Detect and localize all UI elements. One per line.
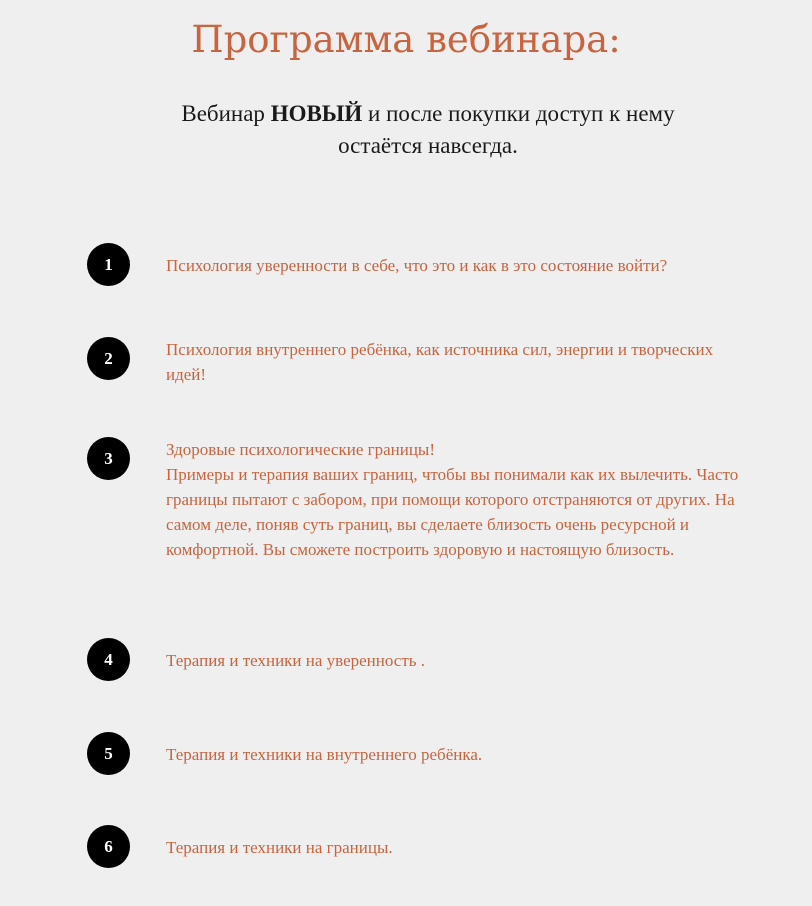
subtitle-text-end: и после покупки доступ к нему остаётся навсегда.	[338, 101, 675, 158]
item-text: Терапия и техники на уверенность .	[166, 651, 426, 670]
item-number-badge: 2	[87, 337, 130, 380]
item-text: Психология уверенности в себе, что это и как в это состояние войти?	[166, 256, 668, 275]
item-text: Психология внутреннего ребёнка, как источника сил, энергии и творческих идей!	[166, 340, 714, 384]
item-number-badge: 5	[87, 732, 130, 775]
subtitle-highlight: НОВЫЙ	[270, 101, 363, 126]
page-title: Программа вебинара:	[191, 18, 621, 61]
item-text: Терапия и техники на границы.	[166, 838, 393, 857]
item-text: Терапия и техники на внутреннего ребёнка.	[166, 745, 483, 764]
item-number-badge: 6	[87, 825, 130, 868]
item-number-badge: 1	[87, 243, 130, 286]
item-number-badge: 3	[87, 437, 130, 480]
item-text: Здоровые психологические границы! Примеры и терапия ваших границ, чтобы вы понимали как их вылечить. Часто границы пытают с забором, при помощи которого отстраняются от других. На самом деле, поняв суть границ, вы сделаете близость очень ресурсной и комфортной. Вы сможете построить здоровую и настоящую близость.	[166, 440, 739, 559]
item-number-badge: 4	[87, 638, 130, 681]
page-subtitle	[160, 98, 696, 162]
subtitle-text-start: Вебинар	[181, 101, 271, 126]
